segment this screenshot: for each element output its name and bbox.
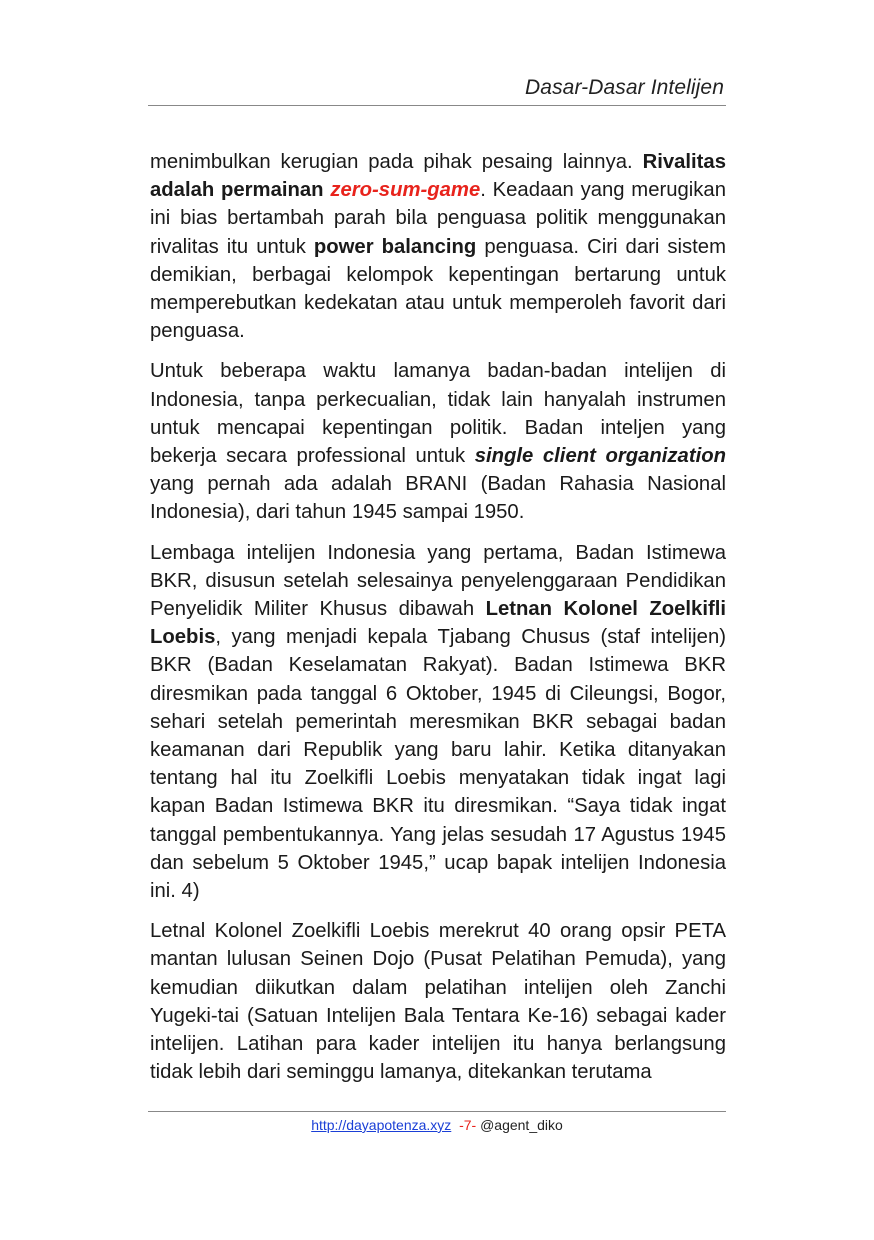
paragraph-3-text-2: , yang menjadi kepala Tjabang Chusus (staf intelijen) BKR (Badan Keselamatan Rakyat). Badan Istimewa BKR diresmikan pada tanggal 6 Oktober, 1945 di Cileungsi, Bogor, sehari setelah pemerintah meresmikan BKR sebagai badan keamanan dari Republik yang baru lahir. Ketika ditanyakan tentang hal itu Zoelkifli Loebis menyatakan tidak ingat lagi kapan Badan Istimewa BKR itu diresmikan. “Saya tidak ingat tanggal pembentukannya. Yang jelas sesudah 17 Agustus 1945 dan sebelum 5 Oktober 1945,” ucap bapak intelijen Indonesia ini. 4) <box>150 626 726 903</box>
footer-handle: @agent_diko <box>480 1117 563 1133</box>
header-divider <box>148 105 726 106</box>
paragraph-2 <box>150 357 726 526</box>
footer-link[interactable]: http://dayapotenza.xyz <box>311 1117 452 1133</box>
page-number <box>455 1117 476 1133</box>
paragraph-4 <box>150 917 726 1086</box>
paragraph-1 <box>150 148 726 345</box>
paragraph-1-text-1: menimbulkan kerugian pada pihak pesaing lainnya. <box>150 151 643 173</box>
running-header-title: Dasar-Dasar Intelijen <box>525 76 724 99</box>
paragraph-3-bold-name: Letnan Kolonel Zoelkifli Loebis <box>150 598 726 649</box>
footer-divider <box>148 1111 726 1112</box>
paragraph-2-bold-italic: single client organization <box>474 445 727 468</box>
paragraph-4-text-1: Letnal Kolonel Zoelkifli Loebis merekrut 40 orang opsir PETA mantan lulusan Seinen Dojo (Pusat Pelatihan Pemuda), yang kemudian diikutkan dalam pelatihan intelijen oleh Zanchi Yugeki-tai (Satuan Intelijen Bala Tentara Ke-16) sebagai kader intelijen. Latihan para kader intelijen itu hanya berlangsung tidak lebih dari seminggu lamanya, ditekankan terutama <box>150 920 726 1084</box>
paragraph-1-bold-2: power balancing <box>313 235 477 258</box>
paragraph-1-bold-1: Rivalitas adalah permainan <box>150 151 726 202</box>
paragraph-1-text-2: . Keadaan yang merugikan ini bias bertambah parah bila penguasa politik menggunakan rivalitas itu untuk <box>150 179 726 258</box>
paragraph-3 <box>150 539 726 906</box>
paragraph-3-text-1: Lembaga intelijen Indonesia yang pertama, Badan Istimewa BKR, disusun setelah selesainya penyelenggaraan Pendidikan Penyelidik Militer Khusus dibawah <box>150 541 726 621</box>
paragraph-1-emphasis-red: zero-sum-game <box>330 179 481 202</box>
page-footer <box>0 1117 874 1133</box>
paragraph-2-text-1: Untuk beberapa waktu lamanya badan-badan intelijen di Indonesia, tanpa perkecualian, tidak lain hanyalah instrumen untuk mencapai kepentingan politik. Badan inteljen yang bekerja secara professional untuk <box>150 360 726 468</box>
paragraph-2-text-2: yang pernah ada adalah BRANI (Badan Rahasia Nasional Indonesia), dari tahun 1945 sampai 1950. <box>150 473 726 524</box>
page-body <box>150 148 726 1099</box>
paragraph-1-text-3: penguasa. Ciri dari sistem demikian, berbagai kelompok kepentingan bertarung untuk memperebutkan kedekatan atau untuk memperoleh favorit dari penguasa. <box>150 235 726 343</box>
page-number-text: -7- <box>459 1117 477 1133</box>
